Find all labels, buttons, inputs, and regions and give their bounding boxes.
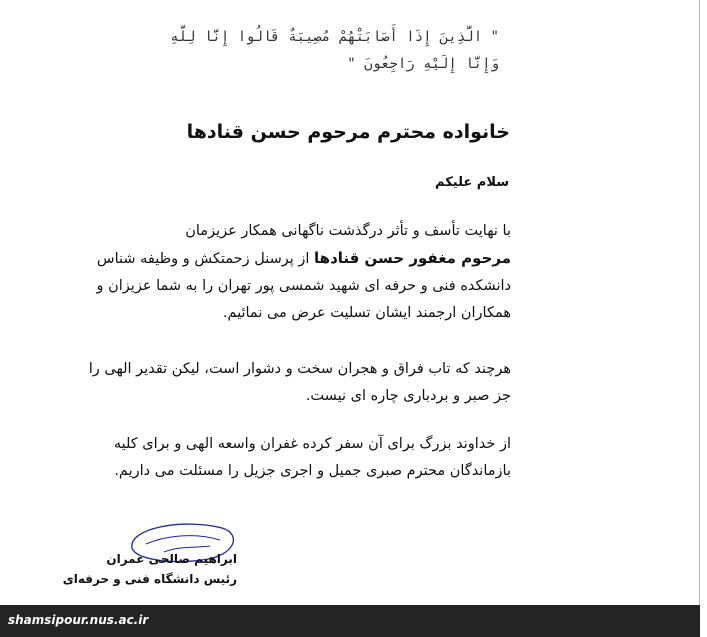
signatory-position: رئیس دانشگاه فنی و حرفه‌ای — [62, 572, 237, 586]
footer-url-link[interactable]: shamsipour.nus.ac.ir — [8, 613, 149, 627]
verse-line-2: وَإِنَّا إِلَيْهِ رَاجِعُونَ " — [347, 56, 499, 72]
condolence-paragraph-3 — [93, 431, 511, 485]
paragraph-3-line-2: بازماندگان محترم صبری جمیل و اجری جزیل را مسئلت می داریم. — [114, 463, 511, 479]
quran-verse — [79, 24, 499, 78]
paragraph-1-line-2 — [93, 245, 511, 273]
letter-greeting: سلام علیکم — [435, 175, 509, 190]
condolence-paragraph-1 — [93, 218, 511, 327]
paragraph-2-line-2: جز صبر و بردباری چاره ای نیست. — [305, 388, 511, 404]
signatory-name: ابراهیم صالحی عمران — [106, 552, 237, 566]
paragraph-3-line-1: از خداوند بزرگ برای آن سفر کرده غفران واسعه الهی و برای کلیه — [113, 436, 511, 452]
paragraph-1-line-2-rest: از پرسنل زحمتکش و وظیفه شناس — [96, 251, 315, 267]
paragraph-1-line-1: با نهایت تأسف و تأثر درگذشت ناگهانی همکار عزیزمان — [185, 223, 511, 239]
deceased-name: مرحوم مغفور حسن قنادها — [314, 249, 511, 267]
condolence-paragraph-2 — [88, 356, 511, 410]
footer-bar — [0, 605, 700, 637]
paragraph-1-line-4: همکاران ارجمند ایشان تسلیت عرض می نمائیم. — [222, 305, 511, 321]
paragraph-2-line-1: هرچند که تاب فراق و هجران سخت و دشوار است، لیکن تقدیر الهی را — [88, 361, 511, 377]
letter-title: خانواده محترم مرحوم حسن قنادها — [186, 121, 510, 143]
verse-line-1: " الَّذِينَ إِذَا أَصَابَتْهُمْ مُصِيبَةٌ قَالُوا إِنَّا لِلَّهِ — [170, 29, 499, 45]
paragraph-1-line-3: دانشکده فنی و حرفه ای شهید شمسی پور تهران را به شما عزیزان و — [96, 278, 511, 294]
